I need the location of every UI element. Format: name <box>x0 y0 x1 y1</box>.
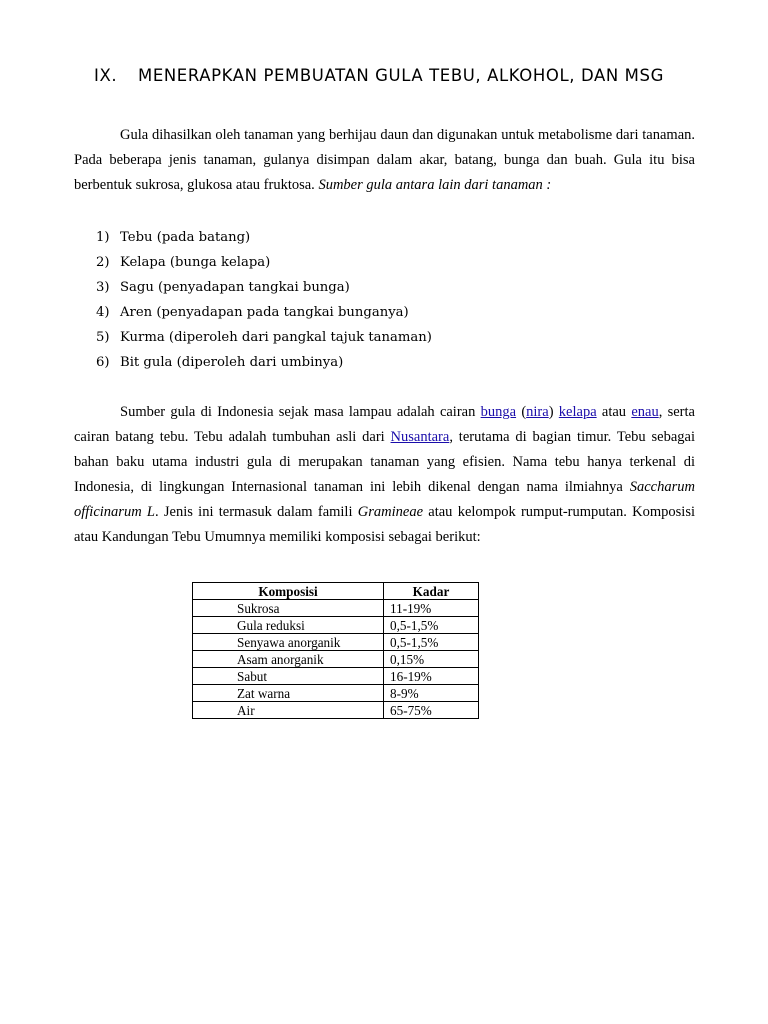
list-item-number: 6) <box>96 355 110 370</box>
body-text: Sumber gula di Indonesia sejak masa lampau adalah cairan <box>120 404 481 420</box>
table-row <box>193 600 479 617</box>
list-item <box>96 350 432 375</box>
table-cell-kadar: 8-9% <box>384 685 479 702</box>
table-cell-komposisi: Gula reduksi <box>193 617 384 634</box>
table-cell-komposisi: Sabut <box>193 668 384 685</box>
list-item <box>96 300 432 325</box>
intro-paragraph <box>74 123 695 198</box>
intro-text: Gula dihasilkan oleh tanaman yang berhijau daun dan digunakan untuk metabolisme dari tanaman. Pada beberapa jenis tanaman, gulanya disimpan dalam akar, batang, bunga dan buah. Gula itu bisa berbentuk sukrosa, glukosa atau fruktosa. <box>74 127 695 193</box>
table-row <box>193 651 479 668</box>
chapter-heading <box>94 66 714 85</box>
body-text: . Jenis ini termasuk dalam famili <box>155 504 358 520</box>
table-row <box>193 702 479 719</box>
column-header-kadar: Kadar <box>384 583 479 600</box>
table-cell-komposisi: Zat warna <box>193 685 384 702</box>
body-text: , serta cairan batang tebu. Tebu adalah tumbuhan asli dari <box>74 404 695 445</box>
chapter-title: MENERAPKAN PEMBUATAN GULA TEBU, ALKOHOL, DAN MSG <box>138 66 664 85</box>
table-row <box>193 685 479 702</box>
family-name: Gramineae <box>357 504 424 520</box>
list-item-text: Aren (penyadapan pada tangkai bunganya) <box>120 305 409 320</box>
table-cell-kadar: 65-75% <box>384 702 479 719</box>
body-paragraph <box>74 400 695 550</box>
table-cell-kadar: 16-19% <box>384 668 479 685</box>
list-item-number: 2) <box>96 255 110 270</box>
table-cell-kadar: 11-19% <box>384 600 479 617</box>
table-cell-kadar: 0,5-1,5% <box>384 617 479 634</box>
composition-table <box>192 582 479 719</box>
list-item-number: 1) <box>96 230 110 245</box>
table-cell-kadar: 0,5-1,5% <box>384 634 479 651</box>
list-item <box>96 325 432 350</box>
body-text: atau kelompok rumput-rumputan. Komposisi atau Kandungan Tebu Umumnya memiliki komposisi sebagai berikut: <box>74 504 695 545</box>
list-item <box>96 275 432 300</box>
list-item-text: Tebu (pada batang) <box>120 230 251 245</box>
scientific-name: Saccharum officinarum L <box>74 479 695 520</box>
list-item-number: 5) <box>96 330 110 345</box>
table-row <box>193 634 479 651</box>
link-kelapa[interactable]: kelapa <box>558 404 597 420</box>
list-item <box>96 250 432 275</box>
list-item-text: Sagu (penyadapan tangkai bunga) <box>120 280 350 295</box>
list-item-number: 3) <box>96 280 110 295</box>
list-item-text: Kelapa (bunga kelapa) <box>120 255 271 270</box>
body-text: ( <box>516 404 527 420</box>
list-item-text: Kurma (diperoleh dari pangkal tajuk tanaman) <box>120 330 432 345</box>
body-text: ) <box>548 404 559 420</box>
link-bunga[interactable]: bunga <box>480 404 517 420</box>
chapter-number: IX. <box>94 66 118 85</box>
table-cell-komposisi: Asam anorganik <box>193 651 384 668</box>
table-row <box>193 617 479 634</box>
table-header-row <box>193 583 479 600</box>
link-nira[interactable]: nira <box>526 404 549 420</box>
sugar-source-list <box>96 225 432 375</box>
body-text: , terutama di bagian timur. Tebu sebagai bahan baku utama industri gula di merupakan tanaman yang efisien. Nama tebu hanya terkenal di Indonesia, di lingkungan Internasional tanaman ini lebih dikenal dengan nama ilmiahnya <box>74 429 695 495</box>
list-item-text: Bit gula (diperoleh dari umbinya) <box>120 355 344 370</box>
column-header-komposisi: Komposisi <box>193 583 384 600</box>
body-text: atau <box>596 404 632 420</box>
table-cell-komposisi: Air <box>193 702 384 719</box>
list-item-number: 4) <box>96 305 110 320</box>
table-cell-komposisi: Sukrosa <box>193 600 384 617</box>
table-cell-komposisi: Senyawa anorganik <box>193 634 384 651</box>
table-cell-kadar: 0,15% <box>384 651 479 668</box>
list-item <box>96 225 432 250</box>
intro-italic-text: Sumber gula antara lain dari tanaman : <box>318 177 552 193</box>
link-nusantara[interactable]: Nusantara <box>390 429 450 445</box>
link-enau[interactable]: enau <box>631 404 659 420</box>
table-row <box>193 668 479 685</box>
